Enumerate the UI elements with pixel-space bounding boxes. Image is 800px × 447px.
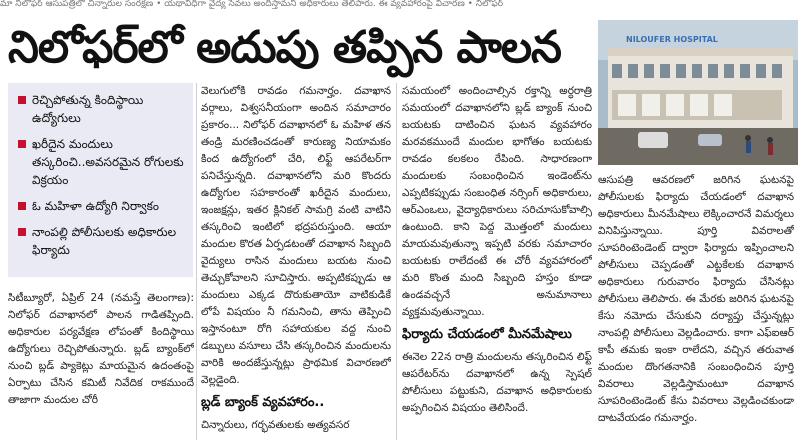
highlight-item: [18, 223, 187, 259]
highlight-item: [18, 91, 187, 127]
section-subheading: బ్లడ్ బ్యాంక్ వ్యవహారం..: [201, 395, 325, 410]
page-title: నిలోఫర్‌లో అదుపు తప్పిన పాలన: [8, 22, 561, 73]
article-column-4: [598, 172, 794, 440]
section-subheading: ఫిర్యాదు చేయడంలో మీనమేషాలు: [402, 327, 572, 342]
article-paragraph: చిన్నారులు, గర్భవతులకు అత్యవసర: [201, 419, 350, 431]
article-paragraph: ఆసుపత్రి ఆవరణలో జరిగిన ఘటనపై పోలీసులకు ఫిర్యాదు చేయడంలో దవాఖాన అధికారులు మీనమేషాలు లెక్కించారనే విమర్శలు వినిపిస్తున్నాయి. పూర్తి వివరాలతో సూపరింటెండెంట్ ద్వారా ఫిర్యాదు ఇప్పించాలని పోలీసులు చెప్పడంతో ఎట్టకేలకు దవాఖాన అధికారులు గురువారం ఫిర్యాదు చేసినట్లు పోలీసులు తెలిపారు. ఈ మేరకు జరిగిన ఘటనపై కేసు నమోదు చేసుకుని దర్యాప్తు చేస్తున్నట్లు నాంపల్లి పోలీసులు వెల్లడించారు. కాగా ఎఫ్‌ఐఆర్ కాపీ తమకు ఇంకా రాలేదని, వచ్చిన తరువాత మందుల దొంగతనానికి సంబంధించిన పూర్తి వివరాలు వెల్లడిస్తామంటూ దవాఖాన సూపరింటెండెంట్ కేసు వివరాలు వెల్లడించకుండా దాటవేయడం గమనార్హం.: [598, 174, 794, 424]
article-column-2: [201, 83, 391, 440]
highlight-text: రెచ్చిపోతున్న కిందిస్థాయి ఉద్యోగులు: [32, 93, 144, 125]
bullet-square-icon: [18, 140, 26, 148]
column-divider: [196, 83, 197, 440]
highlight-item: [18, 135, 187, 189]
article-column-3: [402, 83, 592, 440]
bullet-square-icon: [18, 202, 26, 210]
highlight-text: ఓ మహిళా ఉద్యోగి నిర్వాకం: [32, 199, 159, 213]
hospital-sign-text: NILOUFER HOSPITAL: [626, 35, 718, 44]
highlight-text: ఖరీదైన మందులు తస్కరించి..అవసరమైన రోగులకు విక్రయం: [32, 137, 184, 187]
highlights-box: [8, 83, 193, 277]
article-paragraph: సమయంలో అందించాల్సిన రక్తాన్ని అర్ధరాత్రి సమయంలో దవాఖానలోని బ్లడ్ బ్యాంక్ నుంచి బయటకు దాటించిన ఘటన వ్యవహారం మరవకముందే మందుల భాగోతం బయటకు రావడం కలకలం రేపింది. సాధారణంగా మందులకు సంబంధించిన ఇండెంట్‌ను ఎప్పటికప్పుడు సంబంధిత నర్సింగ్ అధికారులు, ఆర్‌ఎంఒలు, వైద్యాధికారులు సరిచూసుకోవాల్సి ఉంటుంది. కాని పెద్ద మొత్తంలో మందులు మాయమవుతున్నా ఇప్పటి వరకు సమాచారం బయటకు రాలేదంటే ఈ చోరీ వ్యవహారంలో మరి కొంత మంది సిబ్బంది హస్తం కూడా ఉండవచ్చనే అనుమానాలు వ్యక్తమవుతున్నాయి.: [402, 85, 592, 318]
top-strip-text: మా నిలోఫర్ ఆసుపత్రిలో చిన్నారుల సంరక్షణ • యథావిధిగా వైద్య సేవలు అందిస్తామని అధికారులు తెలిపారు. ఈ వ్యవహారంపై విచారణ • నిలోఫర్: [0, 0, 504, 9]
bullet-square-icon: [18, 228, 26, 236]
article-paragraph: వెలుగులోకి రావడం గమనార్హం. దవాఖాన వర్గాలు, విశ్వసనీయంగా అందిన సమాచారం ప్రకారం... నిలోఫర్ దవాఖానలో ఓ మహిళ తన తండ్రి మరణించడంతో కారుణ్య నియామకం కింద ఉద్యోగంలో చేరి, లిఫ్ట్ ఆపరేటర్‌గా పనిచేస్తున్నది. దవాఖానలోని మరి కొందరు ఉద్యోగుల సహకారంతో ఖరీదైన మందులు, ఇంజక్షన్లు, ఇతర క్లినికల్ సామగ్రి వంటి వాటిని తస్కరించి ఇంటిలో భద్రపరుస్తుంది. ఆయా మందుల కొరత ఏర్పడటంతో దవాఖాన సిబ్బంది వైద్యులు రాసిన మందులు బయట నుంచి తెచ్చుకోవాలని సూచిస్తారు. అప్పటికప్పుడు ఆ మందులు ఎక్కడ దొరుకుతాయో వాటికుడికే లోపే విషయం నీ గమనించి, తాను తెప్పించి ఇస్తానంటూ రోగి సహాయకుల వద్ద నుంచి డబ్బులు వసూలు చేసి తస్కరించిన మందులను వారికి అందజేస్తున్నట్లు ప్రాథమిక విచారణలో వెల్లడైంది.: [201, 85, 391, 386]
hospital-building-image: [598, 20, 798, 165]
column-divider: [396, 83, 397, 440]
article-paragraph: సిటీబ్యూరో, ఏప్రిల్ 24 (నమస్తే తెలంగాణ): నిలోఫర్ దవాఖానలో పాలన గాడితప్పింది. అధికారుల పర్యవేక్షణ లోపంతో కిందిస్థాయి ఉద్యోగులు రెచ్చిపోతున్నారు. బ్లడ్ బ్యాంక్‌లో నుంచి బ్లడ్ ప్యాకెట్లు మాయమైన ఉదంతంపై ఏర్పాటు చేసిన కమిటీ నివేదిక రాకముందే తాజాగా మందుల చోరీ: [8, 292, 194, 406]
highlight-text: నాంపల్లి పోలీసులకు అధికారుల ఫిర్యాదు: [32, 225, 177, 257]
hospital-photo: [598, 20, 798, 165]
article-paragraph: ఈనెల 22న రాత్రి మందులను తస్కరించిన లిఫ్ట్ ఆపరేటర్‌ను దవాఖానలో ఉన్న స్పెషల్ పోలీసులు పట్టుకుని, దవాఖాన అధికారులకు అప్పగించిన విషయం తెలిసిందే.: [402, 351, 592, 414]
highlight-item: [18, 197, 187, 215]
article-column-1: [8, 290, 194, 440]
bullet-square-icon: [18, 96, 26, 104]
